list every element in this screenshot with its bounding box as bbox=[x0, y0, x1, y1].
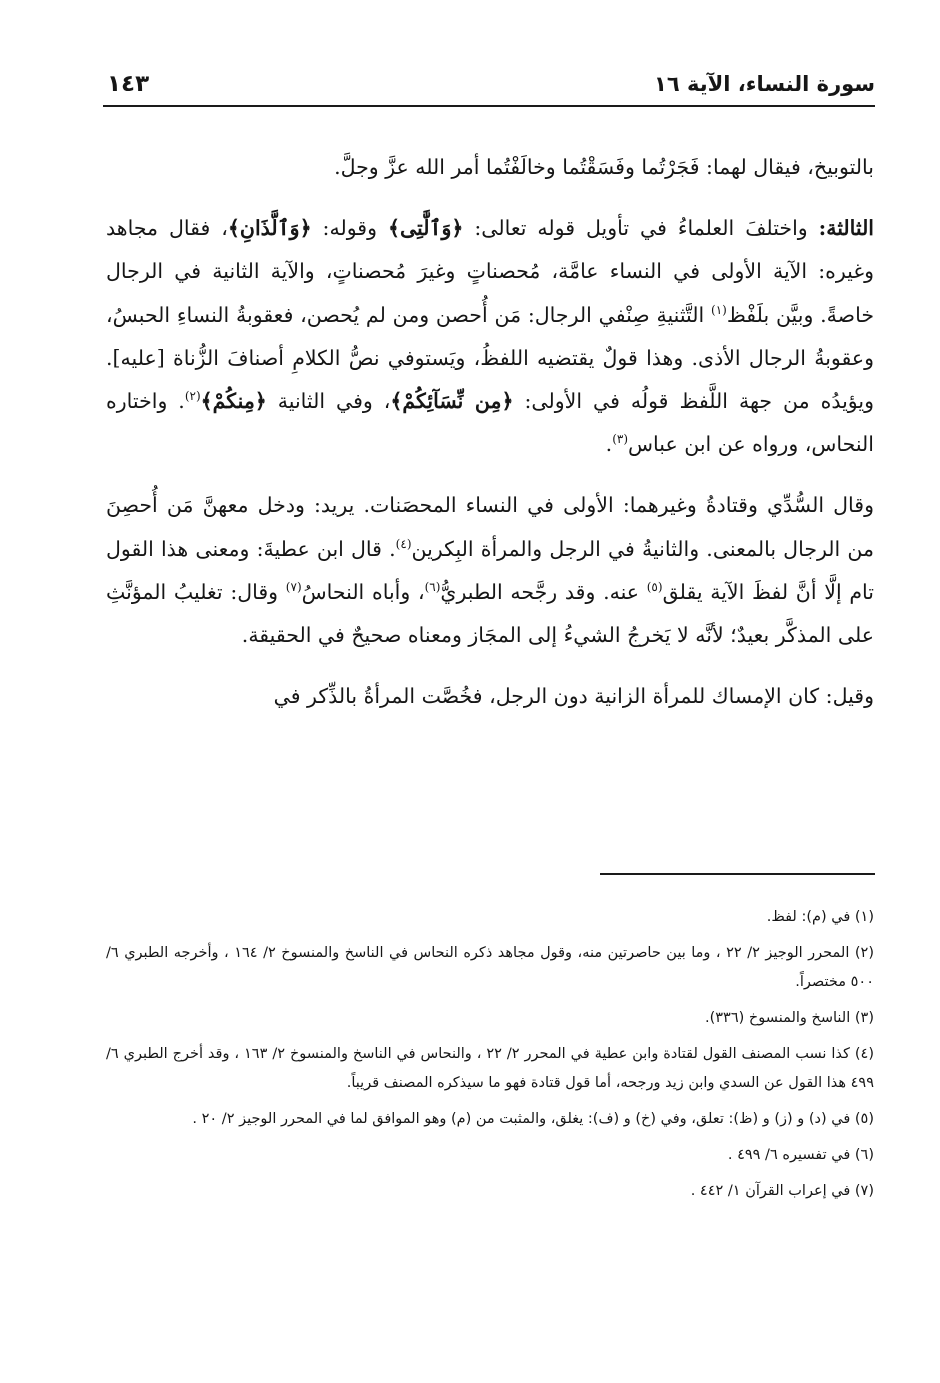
footnote-ref: (٧) bbox=[285, 580, 302, 594]
footnote-7: (٧) في إعراب القرآن ١/ ٤٤٢ . bbox=[690, 1183, 874, 1199]
quran-quote: ﴿وَٱلَّذَانِ﴾ bbox=[227, 216, 312, 241]
footnote-1: (١) في (م): لفظ. bbox=[766, 909, 874, 925]
running-title: سورة النساء، الآية ١٦ bbox=[654, 72, 875, 96]
footnote-2: (٢) المحرر الوجيز ٢/ ٢٢ ، وما بين حاصرتين منه، وقول مجاهد ذكره النحاس في الناسخ والمنسوخ ٢/ ١٦٤ ، وأخرجه الطبري ٦/ ٥٠٠ مختصراً. bbox=[106, 945, 874, 990]
text-segment: عنه. وقد رجَّحه الطبريُّ bbox=[440, 579, 647, 604]
page-header bbox=[103, 68, 875, 102]
text-segment: ، فقال مجاهد وغيره: الآية الأولى في النساء عامَّة، مُحصناتٍ وغيرَ مُحصناتٍ، والآية الثانية في الرجال خاصةً. وبيَّن بلَفْظ bbox=[106, 216, 874, 327]
quran-quote: ﴿وَٱلَّٰتِى﴾ bbox=[387, 216, 464, 241]
paragraph-lead: الثالثة: bbox=[818, 216, 875, 241]
quran-quote: ﴿مِن نِّسَآئِكُمْ﴾ bbox=[390, 389, 514, 414]
footnote-ref: (٢) bbox=[184, 389, 201, 404]
footnote-6: (٦) في تفسيره ٦/ ٤٩٩ . bbox=[727, 1147, 874, 1163]
footnote-4: (٤) كذا نسب المصنف القول لقتادة وابن عطية في المحرر ٢/ ٢٢ ، والنحاس في الناسخ والمنسوخ ٢/ ١٦٣ ، وقد أخرج الطبري ٦/ ٤٩٩ هذا القول عن السدي وابن زيد ورجحه، أما قول قتادة فهو ما سيذكره المصنف قريباً. bbox=[106, 1046, 874, 1091]
text-segment: . واختاره النحاس، ورواه عن ابن عباس bbox=[106, 389, 874, 457]
text-segment: التَّثنيةِ صِنْفي الرجال: مَن أُحصن ومن لم يُحصن، فعقوبةُ النساءِ الحبسُ، وعقوبةُ الرجال الأذى. وهذا قولٌ يقتضيه اللفظُ، ويَستوفي نصُّ الكلامِ أصنافَ الزُّناة [عليه]. ويؤيدُه من جهة اللَّفظ قولُه في الأولى: bbox=[106, 302, 875, 414]
footnote-ref: (٤) bbox=[395, 536, 412, 551]
text-segment: ، وفي الثانية bbox=[266, 389, 391, 414]
header-divider bbox=[103, 105, 875, 107]
footnote-ref: (١) bbox=[711, 302, 727, 317]
footnotes bbox=[106, 903, 874, 1213]
footnote-ref: (٦) bbox=[424, 580, 441, 594]
paragraph-2 bbox=[106, 207, 874, 466]
paragraph-3 bbox=[106, 484, 874, 657]
footnote-ref: (٥) bbox=[646, 580, 663, 594]
footnote-ref: (٣) bbox=[612, 432, 629, 447]
text-segment: . قال ابن عطيةَ: ومعنى هذا القول تام إلَّا أنَّ لفظَ الآية يقلق bbox=[106, 536, 875, 604]
text-segment: وقال السُّدِّي وقتادةُ وغيرهما: الأولى في النساء المحصَنات. يريد: ودخل معهنَّ مَن أُحصِنَ من الرجال بالمعنى. والثانيةُ في الرجل والمرأة البِكرين bbox=[106, 493, 874, 561]
page-number: ١٤٣ bbox=[107, 71, 150, 97]
footnote-3: (٣) الناسخ والمنسوخ (٣٣٦). bbox=[704, 1010, 874, 1026]
footnote-divider bbox=[600, 873, 875, 875]
text-segment: . bbox=[605, 432, 613, 457]
paragraph-4: وقيل: كان الإمساك للمرأة الزانية دون الرجل، فخُصَّت المرأةُ بالذِّكر في bbox=[273, 684, 874, 709]
text-segment: وقوله: bbox=[311, 216, 388, 241]
text-segment: واختلفَ العلماءُ في تأويل قوله تعالى: bbox=[463, 216, 819, 241]
text-segment: وقال: تغليبُ المؤنَّثِ على المذكَّر بعيدٌ؛ لأنَّه لا يَخرجُ الشيءُ إلى المجَاز ومعناه صحيحٌ في الحقيقة. bbox=[106, 579, 874, 648]
paragraph-1: بالتوبيخ، فيقال لهما: فَجَرْتُما وفَسَقْتُما وخالَفْتُما أمر الله عزَّ وجلَّ. bbox=[334, 155, 874, 179]
text-segment: ، وأباه النحاسُ bbox=[301, 579, 425, 604]
footnote-5: (٥) في (د) و (ز) و (ظ): تعلق، وفي (خ) و (ف): يغلق، والمثبت من (م) وهو الموافق لما في المحرر الوجيز ٢/ ٢٠ . bbox=[192, 1111, 874, 1127]
quran-quote: ﴿مِنكُمْ﴾ bbox=[200, 389, 267, 414]
main-text bbox=[106, 146, 874, 718]
